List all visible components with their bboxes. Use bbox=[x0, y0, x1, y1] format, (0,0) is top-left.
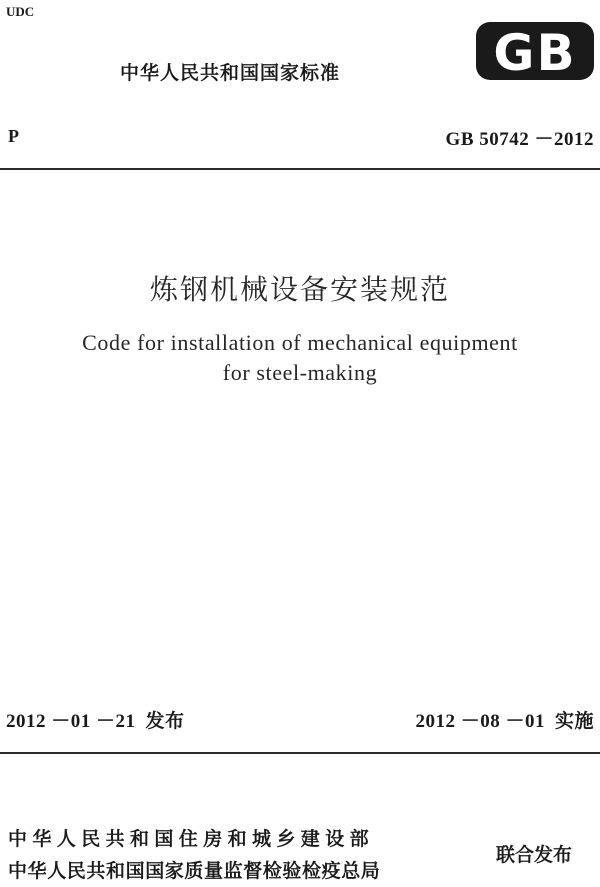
standard-number: GB 50742 －2012 bbox=[445, 129, 594, 150]
issue-date-block bbox=[6, 706, 185, 733]
joint-issue-label: 联合发布 bbox=[496, 844, 573, 866]
classification-code: P bbox=[8, 126, 19, 146]
title-english bbox=[0, 328, 600, 388]
gb-logo bbox=[474, 20, 596, 82]
title-english-line-1: Code for installation of mechanical equipment bbox=[82, 330, 518, 355]
title-english-line-2: for steel-making bbox=[222, 360, 378, 385]
implement-date-block bbox=[415, 706, 594, 733]
national-standard-heading: 中华人民共和国国家标准 bbox=[120, 62, 341, 84]
implement-date: 2012 －08 －01 bbox=[415, 711, 545, 732]
title-chinese: 炼钢机械设备安装规范 bbox=[149, 273, 450, 306]
issuer-aqsiq: 中华人民共和国国家质量监督检验检疫总局 bbox=[8, 860, 381, 882]
issuer-ministry-housing: 中华人民共和国住房和城乡建设部 bbox=[8, 828, 375, 850]
gb-logo-text: GB bbox=[493, 24, 577, 82]
issue-label: 发布 bbox=[145, 710, 185, 732]
top-divider bbox=[0, 168, 600, 170]
implement-label: 实施 bbox=[554, 710, 594, 732]
bottom-divider bbox=[0, 752, 600, 754]
issue-date: 2012 －01 －21 bbox=[6, 711, 136, 732]
udc-label: UDC bbox=[6, 4, 35, 19]
